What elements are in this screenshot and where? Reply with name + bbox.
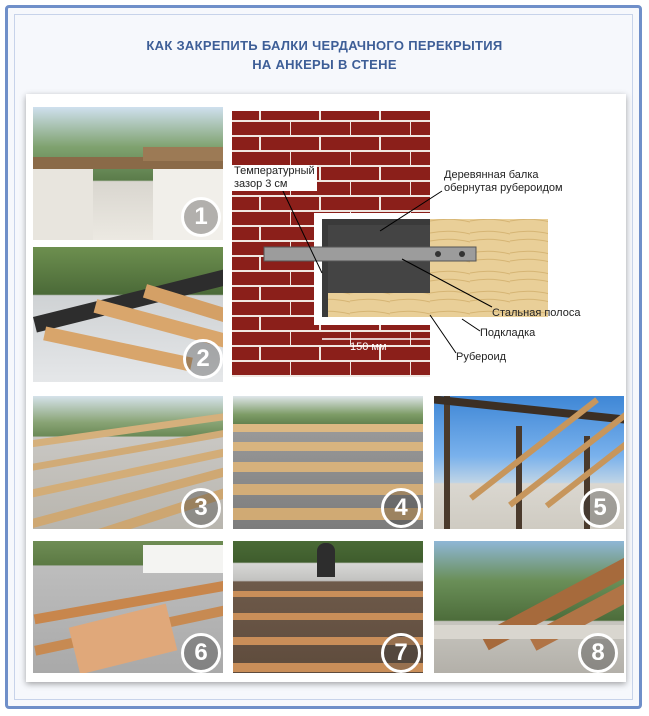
strip-label: Стальная полоса: [492, 307, 581, 319]
title-line-2: НА АНКЕРЫ В СТЕНЕ: [252, 57, 397, 72]
photo-4-number: 4: [381, 488, 421, 528]
photo-8: [434, 541, 624, 673]
photo-3-number: 3: [181, 488, 221, 528]
bolt-1: [435, 251, 441, 257]
photo-8-number: 8: [578, 633, 618, 673]
photo-3: [33, 396, 223, 529]
steel-strip: [264, 247, 476, 261]
photo-6: [33, 541, 223, 673]
photo-1: [33, 107, 223, 240]
photo-1-number: 1: [181, 197, 221, 237]
bolt-2: [459, 251, 465, 257]
gap-label: Температурный зазор 3 см: [234, 165, 315, 190]
felt-label: Рубероид: [456, 351, 507, 363]
photo-2-number: 2: [183, 339, 223, 379]
page-title: [0, 36, 649, 74]
photo-2: [33, 247, 223, 382]
title-line-1: КАК ЗАКРЕПИТЬ БАЛКИ ЧЕРДАЧНОГО ПЕРЕКРЫТИЯ: [146, 38, 503, 53]
photo-7: [233, 541, 423, 673]
photo-7-number: 7: [381, 633, 421, 673]
photo-5: [434, 396, 624, 529]
diagram-drawing: [230, 107, 625, 387]
photo-5-number: 5: [580, 488, 620, 528]
pad-label: Подкладка: [480, 327, 536, 339]
beam-label: Деревянная балка обернутая рубероидом: [444, 169, 563, 194]
photo-4: [233, 396, 423, 529]
beam-anchor-diagram: [230, 107, 625, 387]
photo-6-number: 6: [181, 633, 221, 673]
depth-label: 150 мм: [350, 341, 387, 353]
